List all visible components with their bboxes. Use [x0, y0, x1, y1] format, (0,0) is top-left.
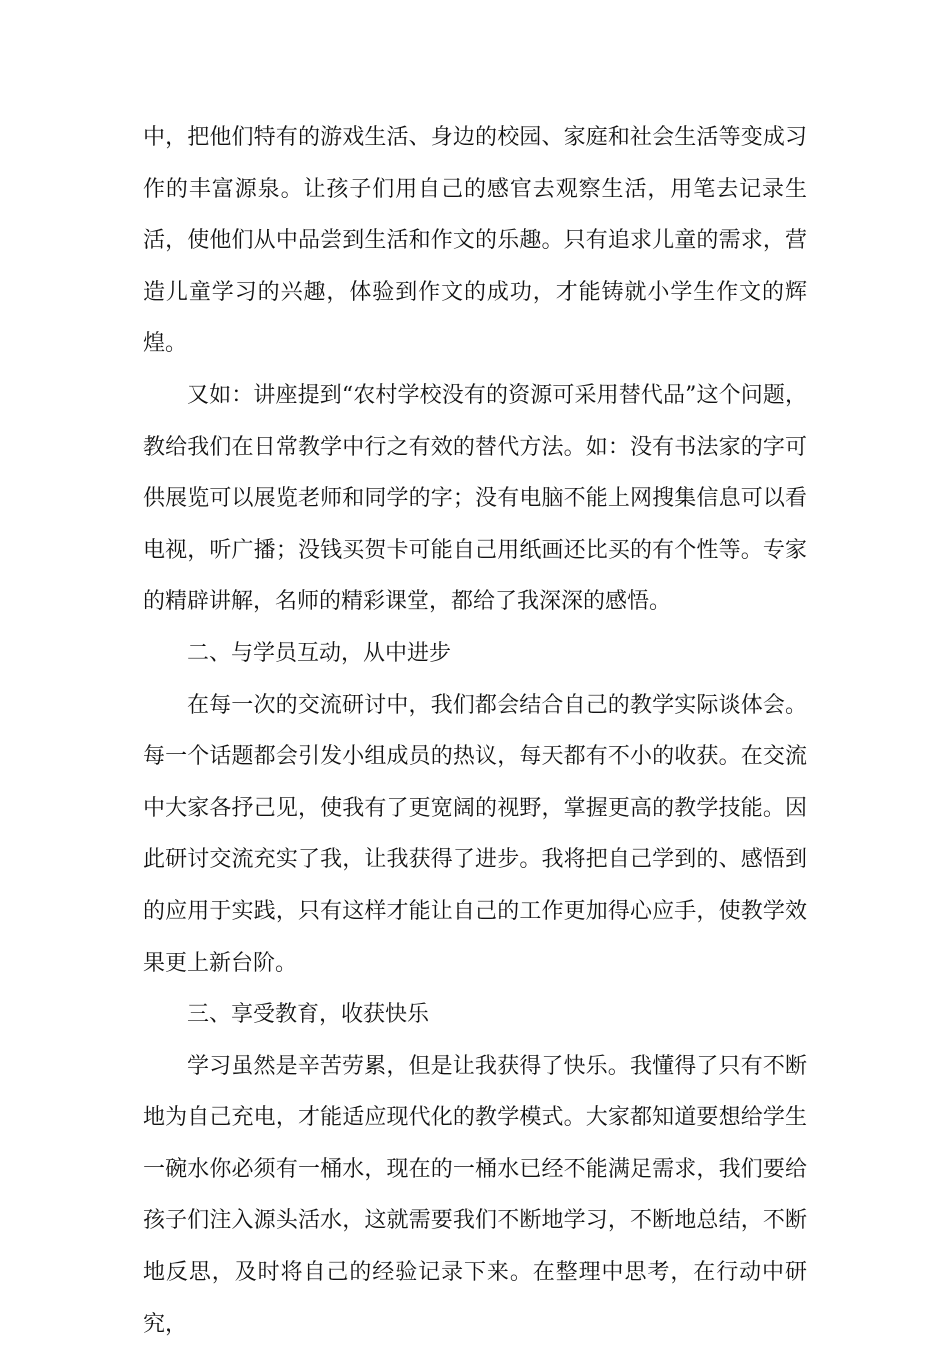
paragraph-enjoy-education: 学习虽然是辛苦劳累，但是让我获得了快乐。我懂得了只有不断地为自己充电，才能适应现代化的教学模式。大家都知道要想给学生一碗水你必须有一桶水，现在的一桶水已经不能满足需求，我们要给孩子们注入源头活水，这就需要我们不断地学习，不断地总结，不断地反思，及时将自己的经验记录下来。在整理中思考，在行动中研究，: [143, 1053, 807, 1337]
paragraph-continuation: 中，把他们特有的游戏生活、身边的校园、家庭和社会生活等变成习作的丰富源泉。让孩子们用自己的感官去观察生活，用笔去记录生活，使他们从中品尝到生活和作文的乐趣。只有追求儿童的需求，营造儿童学习的兴趣，体验到作文的成功，才能铸就小学生作文的辉煌。: [143, 125, 807, 357]
paragraph-example: 又如：讲座提到“农村学校没有的资源可采用替代品”这个问题，教给我们在日常教学中行之有效的替代方法。如：没有书法家的字可供展览可以展览老师和同学的字；没有电脑不能上网搜集信息可以看电视，听广播；没钱买贺卡可能自己用纸画还比买的有个性等。专家的精辟讲解，名师的精彩课堂，都给了我深深的感悟。: [143, 382, 807, 615]
paragraph-interaction: 在每一次的交流研讨中，我们都会结合自己的教学实际谈体会。每一个话题都会引发小组成员的热议，每天都有不小的收获。在交流中大家各抒己见，使我有了更宽阔的视野，掌握更高的教学技能。因此研讨交流充实了我，让我获得了进步。我将把自己学到的、感悟到的应用于实践，只有这样才能让自己的工作更加得心应手，使教学效果更上新台阶。: [143, 692, 807, 976]
document-body: [143, 112, 807, 1350]
section-heading-2: 二、与学员互动，从中进步: [187, 640, 452, 666]
section-heading-3: 三、享受教育，收获快乐: [187, 1002, 430, 1028]
